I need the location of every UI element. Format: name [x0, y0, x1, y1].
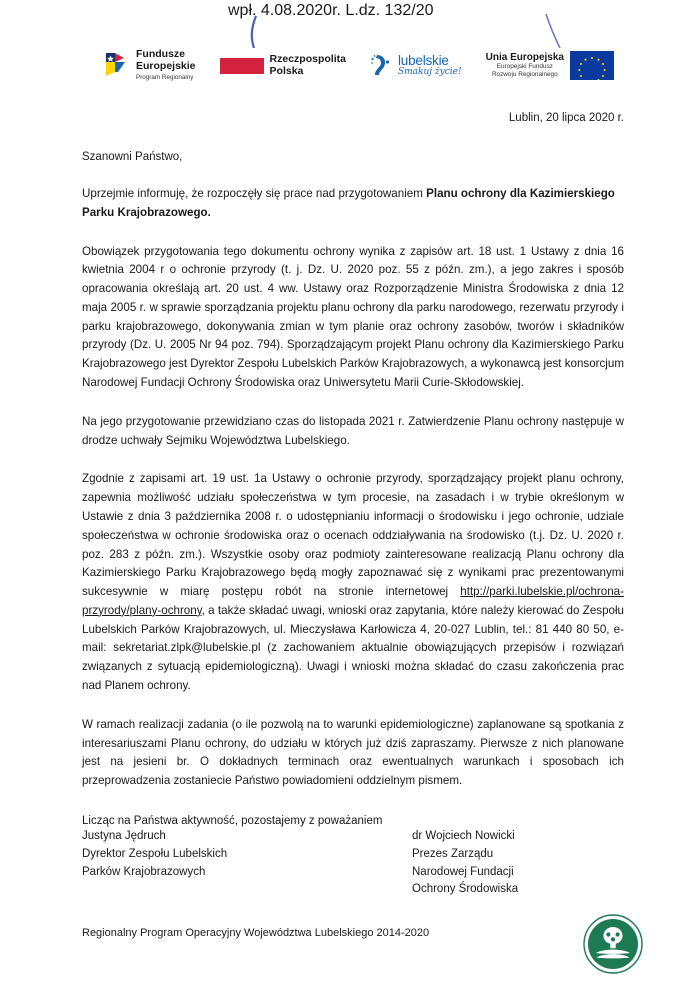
- signature-right-title-3: Ochrony Środowiska: [412, 883, 519, 896]
- signature-left-title-2: Parków Krajobrazowych: [82, 865, 206, 878]
- signature-right-title-2: Narodowej Fundacji: [412, 865, 514, 878]
- paragraph-meetings: W ramach realizacji zadania (o ile pozwolą na to warunki epidemiologiczne) zaplanowane są spotkania z interesariuszami Planu ochrony, do udziału w których już dziś zapraszamy. Pierwsze z nich planowane jest na jesieni br. O dokładnych terminach oraz ewentualnych warunkach i sposobach ich przeprowadzenia zostaniecie Państwo powiadomieni oddzielnym pismem.: [82, 717, 624, 788]
- fe-line2: Europejskie: [136, 59, 196, 72]
- rp-line2: Polska: [269, 65, 304, 77]
- paragraph-legal-basis: Obowiązek przygotowania tego dokumentu ochrony wynika z zapisów art. 18 ust. 1 Ustawy z dnia 16 kwietnia 2004 r o ochronie przyrody (t. j. Dz. U. 2020 poz. 55 z późn. zm.), a jego zakres i sposób opracowania określają art. 20 ust. 4 ww. Ustawy oraz Rozporządzenie Ministra Środowiska z dnia 12 maja 2005 r. w sprawie sporządzania projektu planu ochrony dla parku narodowego, rezerwatu przyrody i parku krajobrazowego, dokonywania zmian w tym planie oraz ochrony zasobów, tworów i składników przyrody (Dz. U. 2005 Nr 94 poz. 794). Sporządzającym projekt Planu ochrony dla Kazimierskiego Parku Krajobrazowego jest Dyrektor Zespołu Lubelskich Parków Krajobrazowych, a wykonawcą jest konsorcjum Narodowej Fundacji Ochrony Środowiska oraz Uniwersytetu Marii Curie-Skłodowskiej.: [82, 244, 624, 390]
- signature-block: [82, 828, 624, 899]
- paragraph-timeline: Na jego przygotowanie przewidziano czas do listopada 2021 r. Zatwierdzenie Planu ochrony następuje w drodze uchwały Sejmiku Województwa Lubelskiego.: [82, 414, 624, 447]
- fe-line1: Fundusze: [136, 48, 185, 61]
- salutation: Szanowni Państwo,: [82, 151, 183, 163]
- date-line: Lublin, 20 lipca 2020 r.: [508, 112, 624, 124]
- intro-bold-title: Planu ochrony dla Kazimierskiego Parku Krajobrazowego.: [82, 187, 615, 219]
- polish-flag-icon: [220, 57, 264, 74]
- paragraph-intro: [82, 185, 624, 223]
- eu-flag-icon: [570, 51, 614, 80]
- ue-sub2: Rozwoju Regionalnego: [491, 70, 558, 78]
- fe-star-mark-icon: [104, 50, 130, 80]
- ue-line1: Unia Europejska: [485, 51, 564, 63]
- logo-fundusze-europejskie: [104, 49, 196, 81]
- logo-unia-europejska: [486, 51, 614, 80]
- rp-line1: Rzeczpospolita: [269, 52, 346, 65]
- signature-left-title-1: Dyrektor Zespołu Lubelskich: [82, 847, 228, 860]
- handwritten-note-text: wpł. 4.08.2020r. L.dz. 132/20: [228, 2, 434, 19]
- participation-text-part1: Zgodnie z zapisami art. 19 ust. 1a Ustawy o ochronie przyrody, sporządzający projekt planu ochrony, zapewnia możliwość udziału społeczeństwa w tym procesie, na zasadach i w trybie określonym w Ustawie z dnia 3 października 2008 r. o udostępnianiu informacji o środowisku i jego ochronie, udziale społeczeństwa w ochronie środowiska oraz o ocenach oddziaływania na środowisko (t.j. Dz. U. 2020 r. poz. 283 z późn. zm.). Wszystkie osoby oraz podmioty zainteresowane realizacją Planu ochrony dla Kazimierskiego Parku Krajobrazowego będą mogły zapoznawać się z wynikami prac prezentowanymi sukcesywnie w miarę postępu robót na stronie internetowej: [82, 472, 624, 599]
- lubelskie-slogan: Smakuj życie!: [397, 67, 462, 78]
- footer-program-text: Regionalny Program Operacyjny Województwa Lubelskiego 2014-2020: [82, 927, 430, 939]
- signature-right: [412, 828, 624, 899]
- logo-rzeczpospolita-polska: [220, 53, 346, 77]
- letter-body: [82, 112, 624, 827]
- intro-text: Uprzejmie informuję, że rozpoczęły się prace nad przygotowaniem: [82, 187, 427, 200]
- closing-line: Licząc na Państwa aktywność, pozostajemy z poważaniem: [82, 814, 383, 827]
- signature-left: [82, 828, 412, 899]
- signature-right-title-1: Prezes Zarządu: [412, 847, 494, 860]
- logo-bar: [104, 40, 614, 90]
- logo-lubelskie: [370, 53, 462, 77]
- lubelskie-mark-icon: [370, 53, 392, 77]
- lubelskie-wordmark: lubelskie: [397, 52, 449, 68]
- signature-right-name: dr Wojciech Nowicki: [412, 830, 515, 842]
- signature-left-name: Justyna Jędruch: [82, 830, 166, 842]
- ue-sub1: Europejski Fundusz: [496, 63, 553, 71]
- participation-text-part2: , a także składać uwagi, wnioski oraz zapytania, które należy kierować do Zespołu Lubelskich Parków Krajobrazowych, ul. Mieczysława Karłowicza 4, 20-027 Lublin, tel.: 81 440 80 50, e-mail: sekretariat.zlpk@lubelskie.pl (z zachowaniem aktualnie obowiązujących przepisów i rozwiązań związanych z sytuacją epidemiologiczną). Uwagi i wnioski można składać do czasu zakończenia prac nad Planem ochrony.: [82, 603, 624, 692]
- plany-ochrony-url[interactable]: http://parki.lubelskie.pl/ochrona-przyrody/plany-ochrony: [82, 585, 624, 617]
- paragraph-public-participation: [82, 470, 624, 695]
- nfos-green-seal-icon: [582, 913, 644, 975]
- fe-subtitle: Program Regionalny: [136, 73, 194, 81]
